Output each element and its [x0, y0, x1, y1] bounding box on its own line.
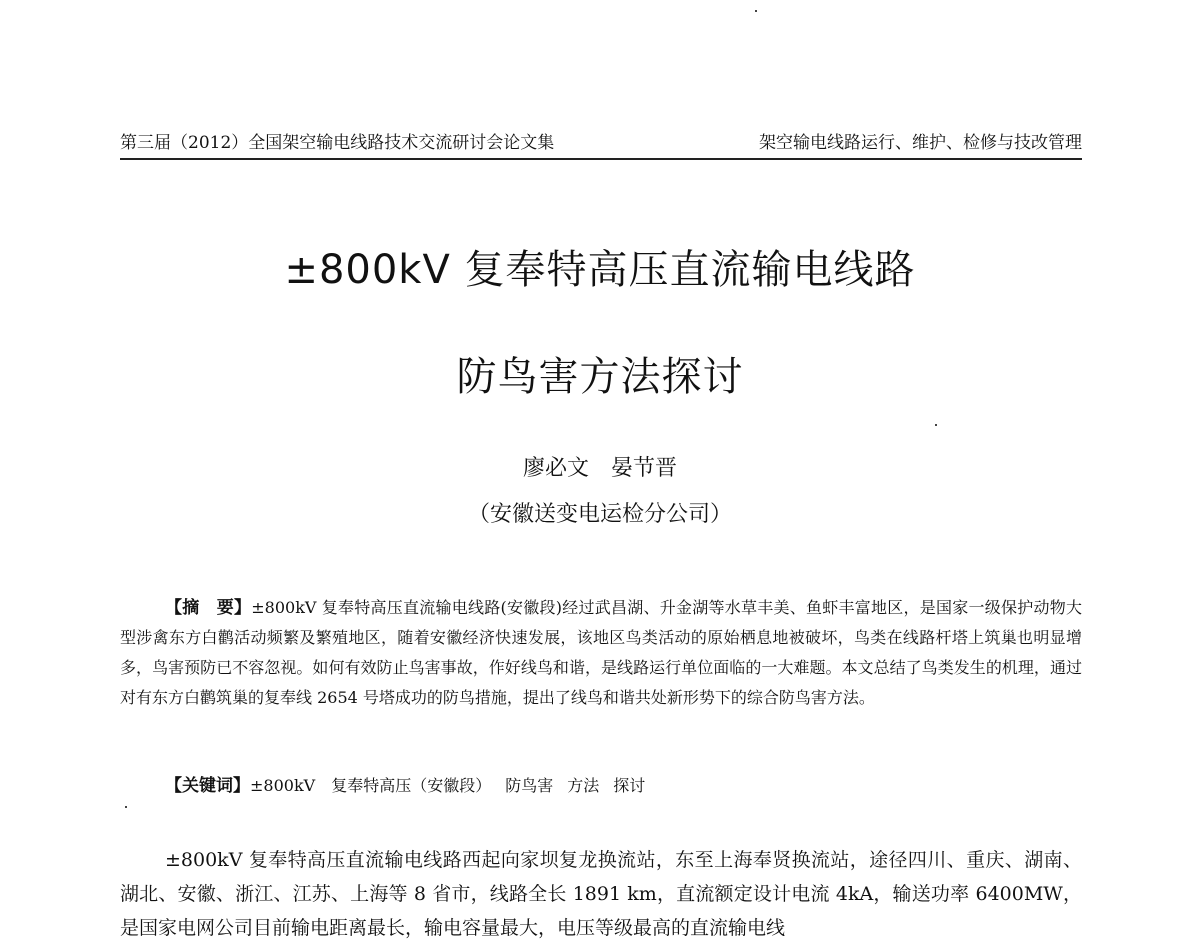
- paper-title-line-1: ±800kV 复奉特高压直流输电线路: [284, 247, 916, 293]
- running-header: [120, 128, 1082, 160]
- keywords-line: [165, 771, 659, 801]
- author-names: 廖必文 晏节晋: [522, 456, 677, 481]
- scan-speck: [125, 806, 127, 808]
- keyword-item: ±800kV 复奉特高压（安徽段）: [250, 776, 492, 795]
- body-paragraph: ±800kV 复奉特高压直流输电线路西起向家坝复龙换流站，东至上海奉贤换流站，途径四川、重庆、湖南、湖北、安徽、浙江、江苏、上海等 8 省市，线路全长 1891 km，直流额定设计电流 4kA，输送功率 6400MW，是国家电网公司目前输电距离最长，输电容量最大，电压等级最高的直流输电线: [120, 849, 1082, 939]
- header-proceedings-title: 第三届（2012）全国架空输电线路技术交流研讨会论文集: [120, 133, 555, 153]
- abstract-text: ±800kV 复奉特高压直流输电线路(安徽段)经过武昌湖、升金湖等水草丰美、鱼虾丰富地区，是国家一级保护动物大型涉禽东方白鹳活动频繁及繁殖地区，随着安徽经济快速发展，该地区鸟类活动的原始栖息地被破坏，鸟类在线路杆塔上筑巢也明显增多，鸟害预防已不容忽视。如何有效防止鸟害事故，作好线鸟和谐，是线路运行单位面临的一大难题。本文总结了鸟类发生的机理，通过对有东方白鹳筑巢的复奉线 2654 号塔成功的防鸟措施，提出了线鸟和谐共处新形势下的综合防鸟害方法。: [120, 598, 1082, 707]
- scan-speck: [755, 10, 757, 12]
- keyword-item: 方法: [567, 776, 600, 795]
- author-affiliation: （安徽送变电运检分公司）: [467, 502, 732, 527]
- paper-title-line-2: 防鸟害方法探讨: [456, 354, 744, 400]
- keywords-label: 【关键词】: [165, 776, 250, 796]
- keyword-item: 探讨: [613, 776, 646, 795]
- header-section-title: 架空输电线路运行、维护、检修与技改管理: [759, 133, 1082, 153]
- keyword-item: 防鸟害: [505, 776, 554, 795]
- abstract-paragraph: [120, 593, 1082, 713]
- scan-speck: [935, 424, 937, 426]
- abstract-label: 【摘 要】: [165, 598, 252, 618]
